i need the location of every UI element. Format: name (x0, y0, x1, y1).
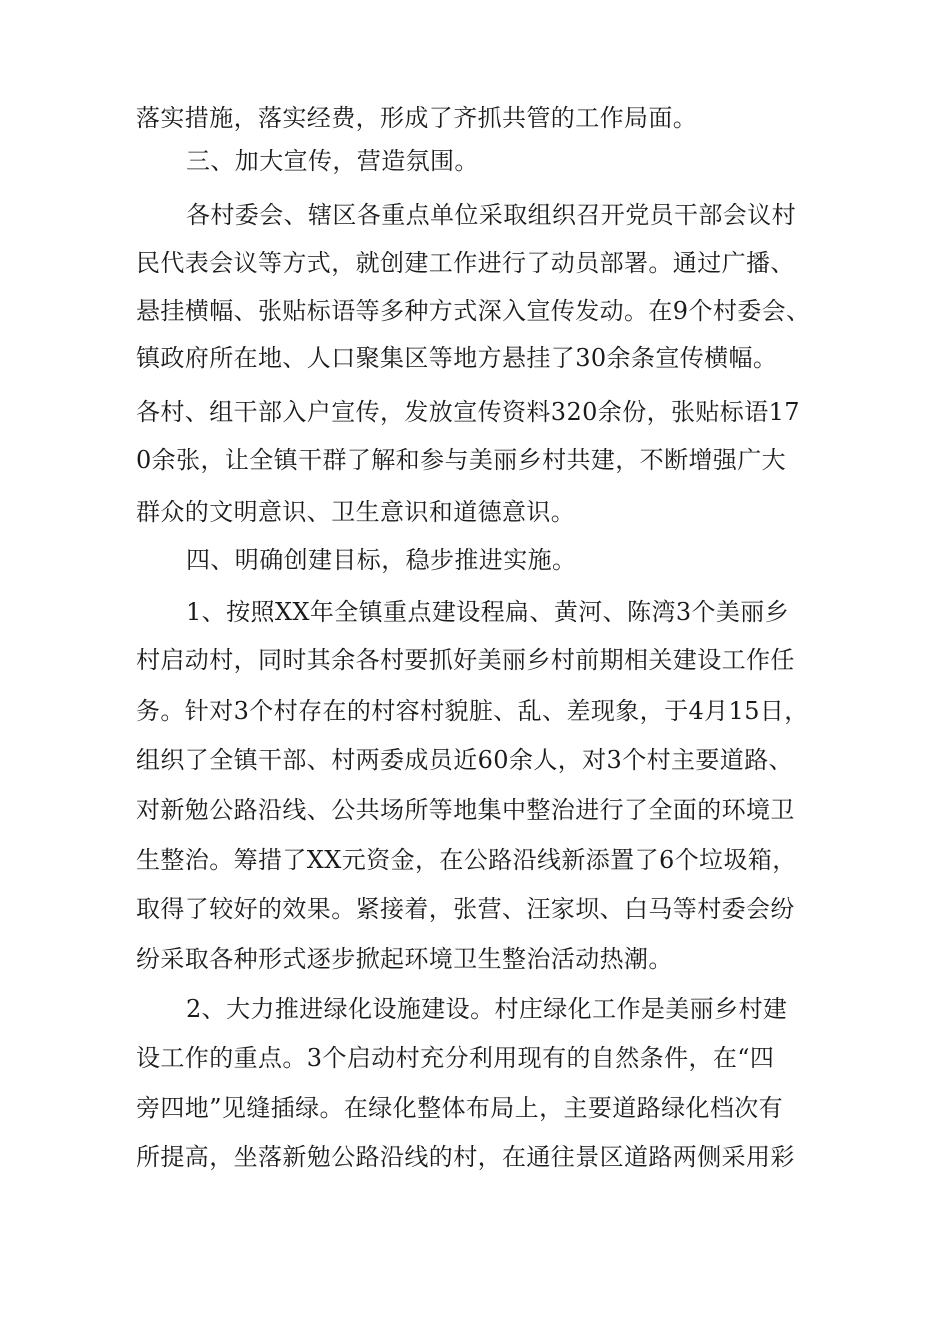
text-line: 镇政府所在地、人口聚集区等地方悬挂了30余条宣传横幅。 (136, 344, 778, 372)
text-line: 民代表会议等方式，就创建工作进行了动员部署。通过广播、 (136, 249, 795, 277)
section-heading: 四、明确创建目标，稳步推进实施。 (186, 546, 577, 574)
text-line: 0余张，让全镇干群了解和参与美丽乡村共建，不断增强广大 (136, 446, 787, 474)
text-line: 生整治。筹措了XX元资金，在公路沿线新添置了6个垃圾箱， (136, 846, 797, 874)
text-line: 旁四地”见缝插绿。在绿化整体布局上，主要道路绿化档次有 (136, 1094, 784, 1122)
text-line: 设工作的重点。3个启动村充分利用现有的自然条件，在“四 (136, 1044, 775, 1072)
text-line: 落实措施，落实经费，形成了齐抓共管的工作局面。 (136, 104, 698, 132)
text-line: 村启动村，同时其余各村要抓好美丽乡村前期相关建设工作任 (136, 646, 795, 674)
text-line: 务。针对3个村存在的村容村貌脏、乱、差现象，于4月15日， (136, 697, 809, 725)
text-line: 所提高，坐落新勉公路沿线的村，在通往景区道路两侧采用彩 (136, 1143, 795, 1171)
text-line: 悬挂横幅、张贴标语等多种方式深入宣传发动。在9个村委会、 (136, 297, 811, 325)
text-line: 各村委会、辖区各重点单位采取组织召开党员干部会议村 (186, 201, 796, 229)
text-line: 纷采取各种形式逐步掀起环境卫生整治活动热潮。 (136, 945, 673, 973)
section-heading: 三、加大宣传，营造氛围。 (186, 147, 479, 175)
text-line: 1、按照XX年全镇重点建设程扁、黄河、陈湾3个美丽乡 (186, 598, 790, 626)
text-line: 2、大力推进绿化设施建设。村庄绿化工作是美丽乡村建 (186, 995, 788, 1023)
text-line: 对新勉公路沿线、公共场所等地集中整治进行了全面的环境卫 (136, 796, 795, 824)
text-line: 群众的文明意识、卫生意识和道德意识。 (136, 498, 576, 526)
text-line: 取得了较好的效果。紧接着，张营、汪家坝、白马等村委会纷 (136, 895, 795, 923)
text-line: 各村、组干部入户宣传，发放宣传资料320余份，张贴标语17 (136, 398, 800, 426)
text-line: 组织了全镇干部、村两委成员近60余人，对3个村主要道路、 (136, 746, 794, 774)
